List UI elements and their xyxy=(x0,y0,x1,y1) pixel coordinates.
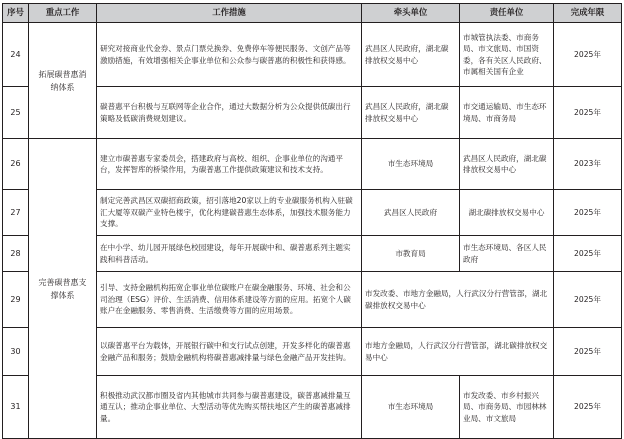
row-index: 24 xyxy=(3,23,29,87)
row-deadline: 2025年 xyxy=(554,272,622,328)
row-index: 29 xyxy=(3,272,29,328)
row-deadline: 2025年 xyxy=(554,23,622,87)
row-measure: 碳普惠平台积极与互联网等企业合作，通过大数据分析为公众提供低碳出行策略及低碳消费规划建议。 xyxy=(97,87,362,139)
table-row xyxy=(3,139,622,190)
row-index: 31 xyxy=(3,376,29,439)
row-work: 拓展碳普惠消纳体系 xyxy=(29,23,97,139)
row-deadline: 2025年 xyxy=(554,376,622,439)
header-index: 序号 xyxy=(3,4,29,23)
row-responsible: 市发改委、市乡村振兴局、市商务局、市园林林业局、市文旅局 xyxy=(460,376,554,439)
table-row xyxy=(3,23,622,87)
row-measure: 以碳普惠平台为载体，开展银行碳中和支行试点创建，开发多样化的碳普惠金融产品和服务；鼓励金融机构将碳普惠减排量与绿色金融产品开发挂钩。 xyxy=(97,328,362,376)
row-deadline: 2025年 xyxy=(554,236,622,272)
row-lead: 武昌区人民政府 xyxy=(362,190,460,236)
row-lead: 市地方金融局，人行武汉分行营管部，湖北碳排放权交易中心 xyxy=(362,328,554,376)
row-deadline: 2025年 xyxy=(554,87,622,139)
row-responsible: 武昌区人民政府，湖北碳排放权交易中心 xyxy=(460,139,554,190)
row-measure: 积极推动武汉都市圈及省内其他城市共同参与碳普惠建设，碳普惠减排量互通互认；推动企事业单位、大型活动等优先购买帮扶地区产生的碳普惠减排量。 xyxy=(97,376,362,439)
row-lead: 市教育局 xyxy=(362,236,460,272)
row-lead: 武昌区人民政府，湖北碳排放权交易中心 xyxy=(362,87,460,139)
row-index: 28 xyxy=(3,236,29,272)
row-measure: 建立市碳普惠专家委员会，搭建政府与高校、组织、企事业单位的沟通平台，发挥智库的桥梁作用，为碳普惠工作提供政策建议和技术支持。 xyxy=(97,139,362,190)
row-measure: 引导、支持金融机构拓宽企事业单位碳账户在碳金融服务、环境、社会和公司治理（ESG）评价、生活消费、信用体系建设等方面的应用。拓宽个人碳账户在金融服务、零售消费、生活缴费等方面的应用场景。 xyxy=(97,272,362,328)
header-responsible: 责任单位 xyxy=(460,4,554,23)
row-measure: 研究对接商业代金券、景点门票兑换券、免费停车等便民服务、文创产品等激励措施，有效增强相关企事业单位和公众参与碳普惠的积极性和获得感。 xyxy=(97,23,362,87)
row-responsible: 市城管执法委、市商务局、市文旅局、市国资委，各有关区人民政府、市属相关国有企业 xyxy=(460,23,554,87)
measures-table xyxy=(2,3,622,439)
row-index: 30 xyxy=(3,328,29,376)
row-lead: 市生态环境局 xyxy=(362,376,460,439)
row-index: 27 xyxy=(3,190,29,236)
row-measure: 制定完善武昌区双碳招商政策，招引落地20家以上的专业碳服务机构入驻碳汇大厦等双碳产业特色楼宇，优化构建碳普惠生态体系，加强技术服务能力支撑。 xyxy=(97,190,362,236)
row-lead: 市生态环境局 xyxy=(362,139,460,190)
row-deadline: 2023年 xyxy=(554,139,622,190)
row-lead: 武昌区人民政府，湖北碳排放权交易中心 xyxy=(362,23,460,87)
header-work: 重点工作 xyxy=(29,4,97,23)
row-index: 25 xyxy=(3,87,29,139)
row-measure: 在中小学、幼儿园开展绿色校园建设，每年开展碳中和、碳普惠系列主题实践和科普活动。 xyxy=(97,236,362,272)
table-header-row xyxy=(3,4,622,23)
row-deadline: 2025年 xyxy=(554,190,622,236)
row-responsible: 市交通运输局、市生态环境局、市商务局 xyxy=(460,87,554,139)
row-index: 26 xyxy=(3,139,29,190)
row-responsible: 市生态环境局、各区人民政府 xyxy=(460,236,554,272)
row-responsible: 湖北碳排放权交易中心 xyxy=(460,190,554,236)
header-deadline: 完成年限 xyxy=(554,4,622,23)
row-work: 完善碳普惠支撑体系 xyxy=(29,139,97,439)
header-lead: 牵头单位 xyxy=(362,4,460,23)
row-lead: 市发改委、市地方金融局，人行武汉分行营管部，湖北碳排放权交易中心 xyxy=(362,272,554,328)
row-deadline: 2025年 xyxy=(554,328,622,376)
header-measure: 工作措施 xyxy=(97,4,362,23)
